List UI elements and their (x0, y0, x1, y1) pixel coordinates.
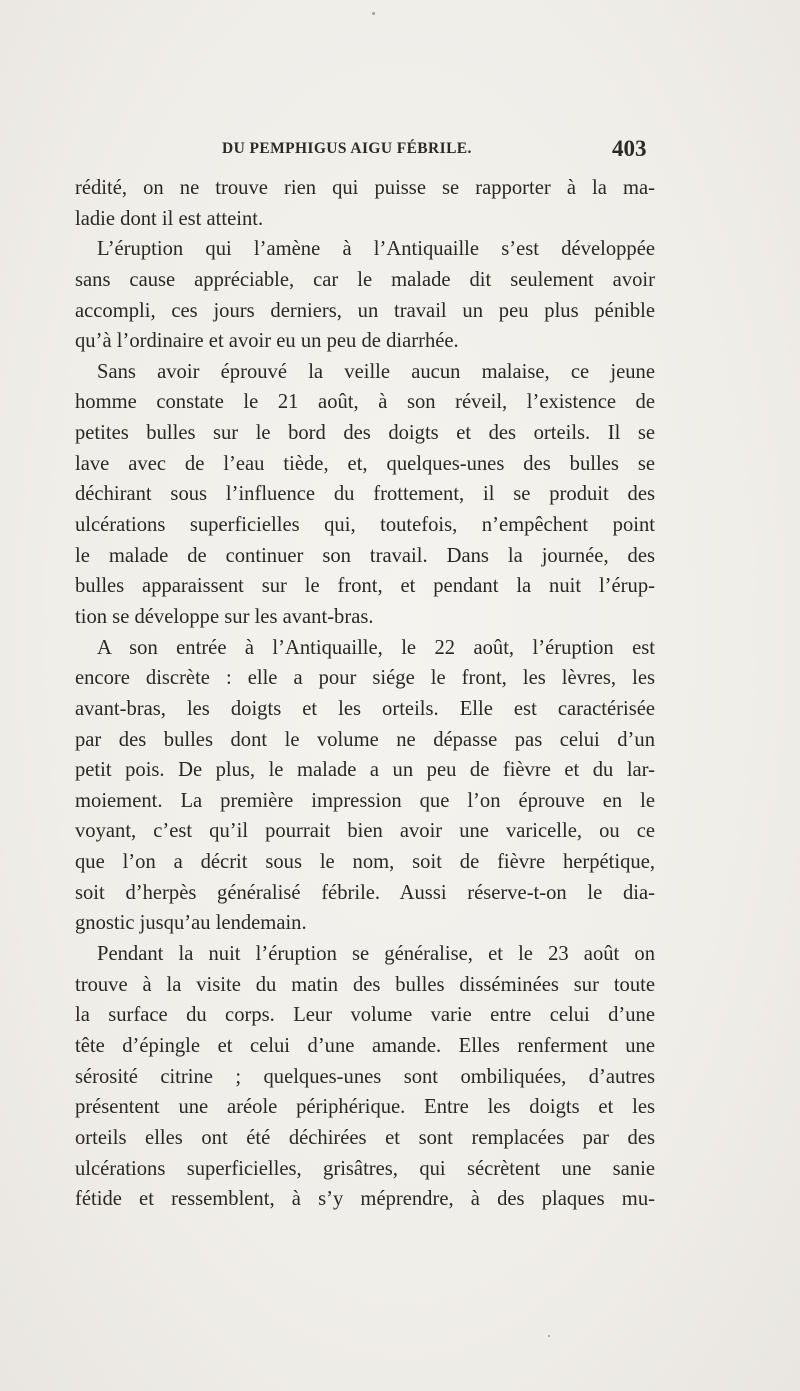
text-line: que l’on a décrit sous le nom, soit de fièvre herpétique, (75, 851, 655, 874)
text-line: lave avec de l’eau tiède, et, quelques-unes des bulles se (75, 452, 655, 475)
paragraph (75, 173, 655, 234)
body-text (75, 173, 655, 1215)
text-line: la surface du corps. Leur volume varie entre celui d’une (75, 1004, 655, 1027)
text-line: bulles apparaissent sur le front, et pendant la nuit l’érup- (75, 575, 655, 598)
text-line: déchirant sous l’influence du frottement, il se produit des (75, 483, 655, 506)
paper-speck (548, 1335, 550, 1337)
page-header (0, 136, 800, 168)
paper-speck (372, 12, 375, 15)
text-line: par des bulles dont le volume ne dépasse pas celui d’un (75, 728, 655, 751)
text-line: rédité, on ne trouve rien qui puisse se rapporter à la ma- (75, 177, 655, 199)
paragraph (75, 633, 655, 939)
text-line: soit d’herpès généralisé fébrile. Aussi réserve-t-on le dia- (75, 881, 655, 904)
text-line: encore discrète : elle a pour siége le front, les lèvres, les (75, 667, 655, 690)
text-line: sans cause appréciable, car le malade dit seulement avoir (75, 268, 655, 291)
text-line: A son entrée à l’Antiquaille, le 22 août, l’éruption est (97, 636, 655, 659)
paragraph (75, 234, 655, 357)
paragraph (75, 939, 655, 1215)
running-head: DU PEMPHIGUS AIGU FÉBRILE. (222, 140, 472, 157)
text-line: Pendant la nuit l’éruption se généralise, et le 23 août on (97, 943, 655, 966)
text-line: petit pois. De plus, le malade a un peu de fièvre et du lar- (75, 759, 655, 782)
text-line: sérosité citrine ; quelques-unes sont ombiliquées, d’autres (75, 1065, 655, 1088)
text-line: tête d’épingle et celui d’une amande. Elles renferment une (75, 1034, 655, 1057)
text-line: voyant, c’est qu’il pourrait bien avoir une varicelle, ou ce (75, 820, 655, 843)
text-line: petites bulles sur le bord des doigts et des orteils. Il se (75, 422, 655, 445)
text-line: L’éruption qui l’amène à l’Antiquaille s’est développée (97, 238, 655, 261)
text-line: homme constate le 21 août, à son réveil, l’existence de (75, 391, 655, 414)
text-line: accompli, ces jours derniers, un travail un peu plus pénible (75, 299, 655, 322)
text-line: trouve à la visite du matin des bulles disséminées sur toute (75, 973, 655, 996)
text-line: avant-bras, les doigts et les orteils. Elle est caractérisée (75, 697, 655, 720)
text-line: le malade de continuer son travail. Dans la journée, des (75, 544, 655, 567)
text-line: ulcérations superficielles qui, toutefois, n’empêchent point (75, 514, 655, 537)
page-number: 403 (612, 136, 647, 161)
text-line: gnostic jusqu’au lendemain. (75, 912, 307, 935)
text-line: fétide et ressemblent, à s’y méprendre, à des plaques mu- (75, 1188, 655, 1211)
text-line: tion se développe sur les avant-bras. (75, 605, 374, 628)
text-line: présentent une aréole périphérique. Entre les doigts et les (75, 1096, 655, 1119)
text-line: qu’à l’ordinaire et avoir eu un peu de diarrhée. (75, 330, 459, 353)
text-line: Sans avoir éprouvé la veille aucun malaise, ce jeune (97, 360, 655, 383)
text-line: orteils elles ont été déchirées et sont remplacées par des (75, 1126, 655, 1149)
text-line: moiement. La première impression que l’on éprouve en le (75, 789, 655, 812)
paragraph (75, 357, 655, 633)
text-line: ladie dont il est atteint. (75, 207, 264, 230)
text-line: ulcérations superficielles, grisâtres, qui sécrètent une sanie (75, 1157, 655, 1180)
